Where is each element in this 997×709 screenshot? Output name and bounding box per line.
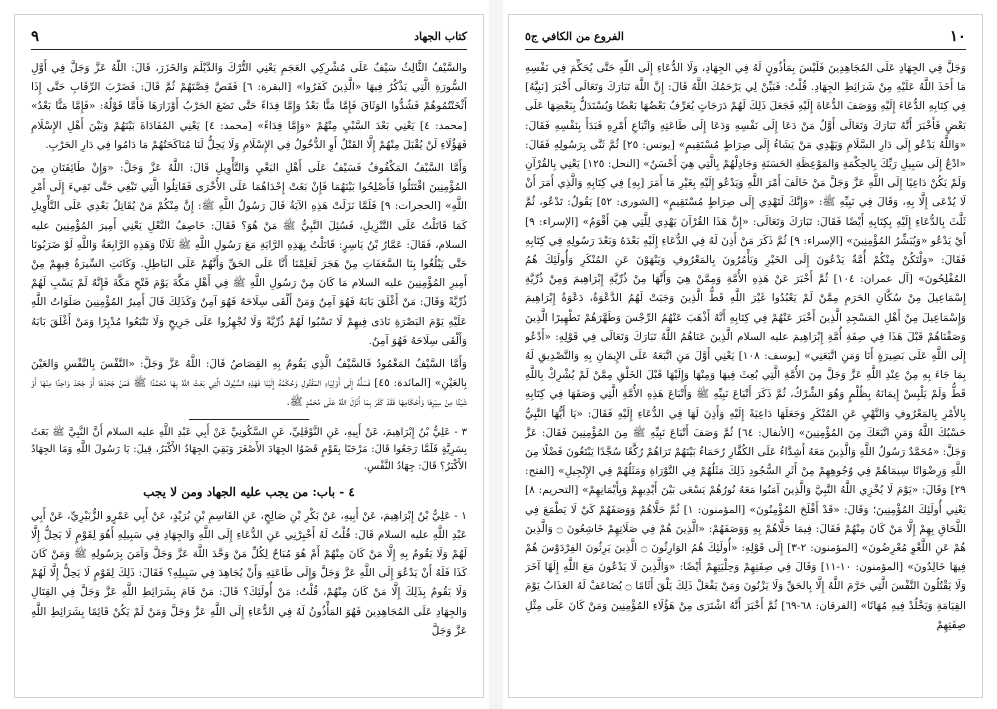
separator-rule bbox=[189, 419, 309, 420]
right-page-number: ١٠ bbox=[949, 27, 966, 45]
paragraph: وَأَمَّا السَّيْفُ المَكْفُوفُ فَسَيْفٌ عَلَى أَهْلِ البَغْيِ وَالتَّأْوِيلِ قَالَ: اللَّهُ عَزَّ وَجَلَّ: «وَإِنْ طَائِفَتَانِ مِنَ المُؤْمِنِينَ اقْتَتَلُوا فَأَصْلِحُوا بَيْنَهُمَا فَإِنْ بَغَتْ إِحْدَاهُمَا عَلَى الأُخْرَى فَقَاتِلُوا الَّتِي تَبْغِي حَتَّى تَفِيءَ إِلَى أَمْرِ اللَّهِ» [الحجرات: ٩] فَلَمَّا نَزَلَتْ هَذِهِ الآيَةُ قَالَ رَسُولُ اللَّهِ ﷺ: إِنَّ مِنْكُمْ مَنْ يُقَاتِلُ بَعْدِي عَلَى التَّأْوِيلِ كَمَا قَاتَلْتُ عَلَى التَّنْزِيلِ، فَسُئِلَ النَّبِيُّ ﷺ مَنْ هُوَ؟ فَقَالَ: خَاصِفُ النَّعْلِ يَعْنِي أَمِيرَ المُؤْمِنِينَ عليه السلام، فَقَالَ: عَمَّارُ بْنُ يَاسِرٍ: قَاتَلْتُ بِهَذِهِ الرَّايَةِ مَعَ رَسُولِ اللَّهِ ﷺ ثَلَاثًا وَهَذِهِ الرَّابِعَةُ وَاللَّهِ لَوْ ضَرَبُونَا حَتَّى يَبْلُغُوا بِنَا السَّعَفَاتِ مِنْ هَجَرَ لَعَلِمْنَا أَنَّا عَلَى الحَقِّ وَأَنَّهُمْ عَلَى البَاطِلِ. وَكَانَتِ السِّيرَةُ فِيهِمْ مِنْ أَمِيرِ المُؤْمِنِينَ عليه السلام مَا كَانَ مِنْ رَسُولِ اللَّهِ ﷺ فِي أَهْلِ مَكَّةَ يَوْمَ فَتْحِ مَكَّةَ فَإِنَّهُ لَمْ يَسْبِ لَهُمْ ذُرِّيَّةً وَقَالَ: مَنْ أَغْلَقَ بَابَهُ فَهُوَ آمِنٌ وَمَنْ أَلْقَى سِلَاحَهُ فَهُوَ آمِنٌ وَكَذَلِكَ قَالَ أَمِيرُ المُؤْمِنِينَ صَلَوَاتُ اللَّهِ عَلَيْهِ يَوْمَ البَصْرَةِ نَادَى فِيهِمْ لَا تَسْبُوا لَهُمْ ذُرِّيَّةً وَلَا تُجْهِزُوا عَلَى جَرِيحٍ وَلَا تَتْبَعُوا مُدْبِرًا وَمَنْ أَغْلَقَ بَابَهُ وَأَلْقَى سِلَاحَهُ فَهُوَ آمِنٌ. bbox=[31, 162, 467, 347]
left-page-header bbox=[31, 27, 467, 50]
right-page bbox=[508, 14, 983, 698]
right-running-title: الفروع من الكافي ج٥ bbox=[525, 30, 624, 43]
paragraph: وَجَلَّ فِي الجِهَادِ عَلَى المُجَاهِدِينَ فَلَيْسَ بِمَأْذُونٍ لَهُ فِي الجِهَادِ، وَلَا الدُّعَاءِ إِلَى اللَّهِ حَتَّى يُحَكِّمَ فِي نَفْسِهِ مَا أَخَذَ اللَّهُ عَلَيْهِ مِنْ شَرَائِطِ الجِهَادِ. قُلْتُ: فَبَيِّنْ لِي يَرْحَمُكَ اللَّهُ قَالَ: إِنَّ اللَّهَ تَبَارَكَ وَتَعَالَى أَخْبَرَ [نَبِيَّهُ] فِي كِتَابِهِ الدُّعَاءَ إِلَيْهِ وَوَصَفَ الدُّعَاةَ إِلَيْهِ فَجَعَلَ ذَلِكَ لَهُمْ دَرَجَاتٍ يُعَرِّفُ بَعْضُهَا بَعْضًا وَيُسْتَدَلُّ بِبَعْضِهَا عَلَى بَعْضٍ فَأَخْبَرَ أَنَّهُ تَبَارَكَ وَتَعَالَى أَوَّلُ مَنْ دَعَا إِلَى نَفْسِهِ وَدَعَا إِلَى طَاعَتِهِ وَاتِّبَاعِ أَمْرِهِ فَبَدَأَ بِنَفْسِهِ فَقَالَ: «وَاللَّهُ يَدْعُو إِلَى دَارِ السَّلَامِ وَيَهْدِي مَنْ يَشَاءُ إِلَى صِرَاطٍ مُسْتَقِيمٍ» [يونس: ٢٥] ثُمَّ ثَنَّى بِرَسُولِهِ فَقَالَ: «ادْعُ إِلَى سَبِيلِ رَبِّكَ بِالحِكْمَةِ وَالمَوْعِظَةِ الحَسَنَةِ وَجَادِلْهُمْ بِالَّتِي هِيَ أَحْسَنُ» [النحل: ١٢٥] يَعْنِي بِالقُرْآنِ وَلَمْ يَكُنْ دَاعِيًا إِلَى اللَّهِ عَزَّ وَجَلَّ مَنْ خَالَفَ أَمْرَ اللَّهِ وَيَدْعُو إِلَيْهِ بِغَيْرِ مَا أَمَرَ [بِهِ] فِي كِتَابِهِ وَالَّذِي أَمَرَ أَنْ لَا يُدْعَى إِلَّا بِهِ، وَقَالَ فِي نَبِيِّهِ ﷺ: «وَإِنَّكَ لَتَهْدِي إِلَى صِرَاطٍ مُسْتَقِيمٍ» [الشورى: ٥٢] يَقُولُ: تَدْعُو، ثُمَّ ثَلَّثَ بِالدُّعَاءِ إِلَيْهِ بِكِتَابِهِ أَيْضًا فَقَالَ: تَبَارَكَ وَتَعَالَى: «إِنَّ هَذَا القُرْآنَ يَهْدِي لِلَّتِي هِيَ أَقْوَمُ» [الإسراء: ٩] أَيْ يَدْعُو «وَيُبَشِّرُ المُؤْمِنِينَ» [الإسراء: ٩] ثُمَّ ذَكَرَ مَنْ أَذِنَ لَهُ فِي الدُّعَاءِ إِلَيْهِ بَعْدَهُ وَبَعْدَ رَسُولِهِ فِي كِتَابِهِ فَقَالَ: «وَلْتَكُنْ مِنْكُمْ أُمَّةٌ يَدْعُونَ إِلَى الخَيْرِ وَيَأْمُرُونَ بِالمَعْرُوفِ وَيَنْهَوْنَ عَنِ المُنْكَرِ وَأُولَئِكَ هُمُ المُفْلِحُونَ» [آل عمران: ١٠٤] ثُمَّ أَخْبَرَ عَنْ هَذِهِ الأُمَّةِ وَمِمَّنْ هِيَ وَأَنَّهَا مِنْ ذُرِّيَّةِ إِبْرَاهِيمَ وَمِنْ ذُرِّيَّةِ إِسْمَاعِيلَ مِنْ سُكَّانِ الحَرَمِ مِمَّنْ لَمْ يَعْبُدُوا غَيْرَ اللَّهِ قَطُّ الَّذِينَ وَجَبَتْ لَهُمُ الدَّعْوَةُ، دَعْوَةُ إِبْرَاهِيمَ وَإِسْمَاعِيلَ مِنْ أَهْلِ المَسْجِدِ الَّذِينَ أَخْبَرَ عَنْهُمْ فِي كِتَابِهِ أَنَّهُ أَذْهَبَ عَنْهُمُ الرِّجْسَ وَطَهَّرَهُمْ تَطْهِيرًا الَّذِينَ وَصَفْنَاهُمْ قَبْلَ هَذَا فِي صِفَةِ أُمَّةِ إِبْرَاهِيمَ عليه السلام الَّذِينَ عَنَاهُمُ اللَّهُ تَبَارَكَ وَتَعَالَى فِي قَوْلِهِ: «أَدْعُو إِلَى اللَّهِ عَلَى بَصِيرَةٍ أَنَا وَمَنِ اتَّبَعَنِي» [يوسف: ١٠٨] يَعْنِي أَوَّلَ مَنِ اتَّبَعَهُ عَلَى الإِيمَانِ بِهِ وَالتَّصْدِيقِ لَهُ بِمَا جَاءَ بِهِ مِنْ عِنْدِ اللَّهِ عَزَّ وَجَلَّ مِنَ الأُمَّةِ الَّتِي بُعِثَ فِيهَا وَمِنْهَا وَإِلَيْهَا قَبْلَ الخَلْقِ مِمَّنْ لَمْ يُشْرِكْ بِاللَّهِ قَطُّ وَلَمْ يَلْبِسْ إِيمَانَهُ بِظُلْمٍ وَهُوَ الشِّرْكُ، ثُمَّ ذَكَرَ أَتْبَاعَ نَبِيِّهِ ﷺ وَأَتْبَاعَ هَذِهِ الأُمَّةِ الَّتِي وَصَفَهَا فِي كِتَابِهِ بِالأَمْرِ بِالمَعْرُوفِ وَالنَّهْيِ عَنِ المُنْكَرِ وَجَعَلَهَا دَاعِيَةً إِلَيْهِ وَأَذِنَ لَهَا فِي الدُّعَاءِ إِلَيْهِ فَقَالَ: «يَا أَيُّهَا النَّبِيُّ حَسْبُكَ اللَّهُ وَمَنِ اتَّبَعَكَ مِنَ المُؤْمِنِينَ» [الأنفال: ٦٤] ثُمَّ وَصَفَ أَتْبَاعَ نَبِيِّهِ ﷺ مِنَ المُؤْمِنِينَ فَقَالَ: عَزَّ وَجَلَّ: «مُحَمَّدٌ رَسُولُ اللَّهِ وَالَّذِينَ مَعَهُ أَشِدَّاءُ عَلَى الكُفَّارِ رُحَمَاءُ بَيْنَهُمْ تَرَاهُمْ رُكَّعًا سُجَّدًا يَبْتَغُونَ فَضْلًا مِنَ اللَّهِ وَرِضْوَانًا سِيمَاهُمْ فِي وُجُوهِهِمْ مِنْ أَثَرِ السُّجُودِ ذَلِكَ مَثَلُهُمْ فِي التَّوْرَاةِ وَمَثَلُهُمْ فِي الإِنْجِيلِ» [الفتح: ٢٩] وَقَالَ: «يَوْمَ لَا يُخْزِي اللَّهُ النَّبِيَّ وَالَّذِينَ آمَنُوا مَعَهُ نُورُهُمْ يَسْعَى بَيْنَ أَيْدِيهِمْ وَبِأَيْمَانِهِمْ» [التحريم: ٨] يَعْنِي أُولَئِكَ المُؤْمِنِينَ؛ وَقَالَ: «قَدْ أَفْلَحَ المُؤْمِنُونَ» [المؤمنون: ١] ثُمَّ حَلَّاهُمْ وَوَصَفَهُمْ كَيْ لَا يَطْمَعَ فِي اللَّحَاقِ بِهِمْ إِلَّا مَنْ كَانَ مِنْهُمْ فَقَالَ: فِيمَا حَلَّاهُمْ بِهِ وَوَصَفَهُمْ: «الَّذِينَ هُمْ فِي صَلَاتِهِمْ خَاشِعُونَ ۝ وَالَّذِينَ هُمْ عَنِ اللَّغْوِ مُعْرِضُونَ» [المؤمنون: ٢-٣] إِلَى قَوْلِهِ: «أُولَئِكَ هُمُ الوَارِثُونَ ۝ الَّذِينَ يَرِثُونَ الفِرْدَوْسَ هُمْ فِيهَا خَالِدُونَ» [المؤمنون: ١٠-١١] وَقَالَ فِي صِفَتِهِمْ وَحِلْيَتِهِمْ أَيْضًا: «وَالَّذِينَ لَا يَدْعُونَ مَعَ اللَّهِ إِلَهًا آخَرَ وَلَا يَقْتُلُونَ النَّفْسَ الَّتِي حَرَّمَ اللَّهُ إِلَّا بِالحَقِّ وَلَا يَزْنُونَ وَمَنْ يَفْعَلْ ذَلِكَ يَلْقَ أَثَامًا ۝ يُضَاعَفْ لَهُ العَذَابُ يَوْمَ القِيَامَةِ وَيَخْلُدْ فِيهِ مُهَانًا» [الفرقان: ٦٨-٦٩] ثُمَّ أَخْبَرَ أَنَّهُ اشْتَرَى مِنْ هَؤُلَاءِ المُؤْمِنِينَ وَمَنْ كَانَ عَلَى مِثْلِ صِفَتِهِمْ bbox=[525, 62, 966, 631]
book-spine bbox=[489, 0, 503, 709]
right-page-header bbox=[525, 27, 966, 50]
left-page-body bbox=[31, 59, 467, 687]
left-running-title: كتاب الجهاد bbox=[414, 30, 467, 43]
left-page-number: ٩ bbox=[31, 27, 40, 45]
right-page-body bbox=[525, 59, 966, 687]
narration-paragraph: ٣ - عَلِيُّ بْنُ إِبْرَاهِيمَ، عَنْ أَبِيهِ، عَنِ النَّوْفَلِيِّ، عَنِ السَّكُونِيِّ عَنْ أَبِي عَبْدِ اللَّهِ عليه السلام أَنَّ النَّبِيَّ ﷺ بَعَثَ بِسَرِيَّةٍ فَلَمَّا رَجَعُوا قَالَ: مَرْحَبًا بِقَوْمٍ قَضَوُا الجِهَادَ الأَصْغَرَ وَبَقِيَ الجِهَادُ الأَكْبَرُ، قِيلَ: يَا رَسُولَ اللَّهِ وَمَا الجِهَادُ الأَكْبَرُ؟ قَالَ: جِهَادُ النَّفْسِ. bbox=[31, 426, 467, 472]
left-page bbox=[14, 14, 484, 698]
paragraph: والسَّيْفُ الثَّالِثُ سَيْفٌ عَلَى مُشْرِكِي العَجَمِ يَعْنِي التُّرْكَ وَالدَّيْلَمَ وَالخَزَرَ، قَالَ: اللَّهُ عَزَّ وَجَلَّ فِي أَوَّلِ السُّورَةِ الَّتِي يَذْكُرُ فِيهَا «الَّذِينَ كَفَرُوا» [البقرة: ٦] فَقَصَّ قِصَّتَهُمْ ثُمَّ قَالَ: فَضَرْبَ الرِّقَابِ حَتَّى إِذَا أَثْخَنْتُمُوهُمْ فَشُدُّوا الوَثَاقَ فَإِمَّا مَنًّا بَعْدُ وَإِمَّا فِدَاءً حَتَّى تَضَعَ الحَرْبُ أَوْزَارَهَا فَأَمَّا قَوْلُهُ: «فَإِمَّا مَنًّا بَعْدُ» [محمد: ٤] يَعْنِي بَعْدَ السَّبْيِ مِنْهُمْ «وَإِمَّا فِدَاءً» [محمد: ٤] يَعْنِي المُفَادَاةَ بَيْنَهُمْ وَبَيْنَ أَهْلِ الإِسْلَامِ فَهَؤُلَاءِ لَنْ يُقْبَلَ مِنْهُمْ إِلَّا القَتْلُ أَوِ الدُّخُولُ فِي الإِسْلَامِ وَلَا يَحِلُّ لَنَا مُنَاكَحَتُهُمْ مَا دَامُوا فِي دَارِ الحَرْبِ. bbox=[31, 62, 467, 151]
paragraph: وَأَمَّا السَّيْفُ المَغْمُودُ فَالسَّيْفُ الَّذِي يَقُومُ بِهِ القِصَاصُ قَالَ: اللَّهُ عَزَّ وَجَلَّ: «النَّفْسَ بِالنَّفْسِ وَالعَيْنَ بِالعَيْنِ» [المائدة: ٤٥] فَسَلُّهُ إِلَى أَوْلِيَاءِ المَقْتُولِ وَحُكْمُهُ إِلَيْنَا فَهَذِهِ السُّيُوفُ الَّتِي بَعَثَ اللَّهُ بِهَا مُحَمَّدًا ﷺ فَمَنْ جَحَدَهَا أَوْ جَحَدَ وَاحِدًا مِنْهَا أَوْ شَيْئًا مِنْ سِيَرِهَا وَأَحْكَامِهَا فَقَدْ كَفَرَ بِمَا أَنْزَلَ اللَّهُ عَلَى مُحَمَّدٍ ﷺ. bbox=[31, 358, 467, 409]
chapter-paragraph: ١ - عَلِيُّ بْنُ إِبْرَاهِيمَ، عَنْ أَبِيهِ، عَنْ بَكْرِ بْنِ صَالِحٍ، عَنِ القَاسِمِ بْنِ بُرَيْدٍ، عَنْ أَبِي عَمْرٍو الزُّبَيْرِيِّ، عَنْ أَبِي عَبْدِ اللَّهِ عليه السلام قَالَ: قُلْتُ لَهُ أَخْبِرْنِي عَنِ الدُّعَاءِ إِلَى اللَّهِ وَالجِهَادِ فِي سَبِيلِهِ أَهُوَ لِقَوْمٍ لَا يَحِلُّ إِلَّا لَهُمْ وَلَا يَقُومُ بِهِ إِلَّا مَنْ كَانَ مِنْهُمْ أَمْ هُوَ مُبَاحٌ لِكُلِّ مَنْ وَحَّدَ اللَّهَ عَزَّ وَجَلَّ وَآمَنَ بِرَسُولِهِ ﷺ وَمَنْ كَانَ كَذَا فَلَهُ أَنْ يَدْعُوَ إِلَى اللَّهِ عَزَّ وَجَلَّ وَإِلَى طَاعَتِهِ وَأَنْ يُجَاهِدَ فِي سَبِيلِهِ؟ فَقَالَ: ذَلِكَ لِقَوْمٍ لَا يَحِلُّ إِلَّا لَهُمْ وَلَا يَقُومُ بِذَلِكَ إِلَّا مَنْ كَانَ مِنْهُمْ، قُلْتُ: مَنْ أُولَئِكَ؟ قَالَ: مَنْ قَامَ بِشَرَائِطِ اللَّهِ عَزَّ وَجَلَّ فِي القِتَالِ وَالجِهَادِ عَلَى المُجَاهِدِينَ فَهُوَ المَأْذُونُ لَهُ فِي الدُّعَاءِ إِلَى اللَّهِ عَزَّ وَجَلَّ وَمَنْ لَمْ يَكُنْ قَائِمًا بِشَرَائِطِ اللَّهِ عَزَّ وَجَلَّ bbox=[31, 509, 467, 637]
chapter-heading: ٤ - باب: من يجب عليه الجهاد ومن لا يجب bbox=[143, 484, 355, 499]
